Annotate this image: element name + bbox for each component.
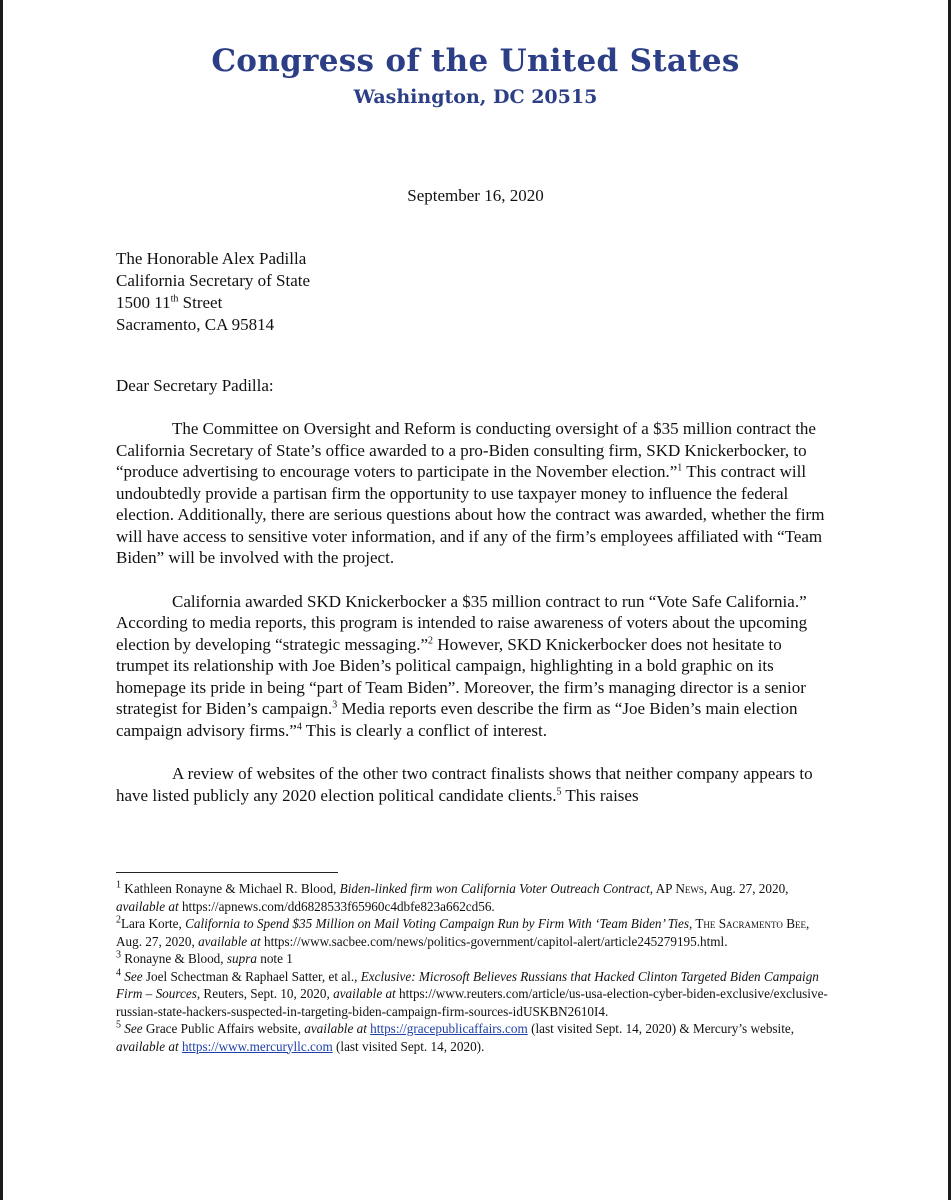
letterhead-title: Congress of the United States <box>211 43 740 79</box>
footnote-2: $^2$Lara Korte, California to Spend $35 Million on Mail Voting Campaign Run by Firm With ‘Team Biden’ Ties, The Sacramento Bee, Aug. 27, 2020, available at https://www.sacbee.com/news/politics-government/capitol-alert/article245279195.html. <box>116 914 810 949</box>
footnote-4: $^4$ See Joel Schectman & Raphael Satter, et al., Exclusive: Microsoft Believes Russians that Hacked Clinton Targeted Biden Campaign Firm – Sources, Reuters, Sept. 10, 2020, available at https://www.reuters.com/article/us-usa-election-cyber-biden-exclusive/exclusive-russian-state-hackers-suspected-in-targeting-biden-campaign-firm-sources-idUSKBN2610I4. <box>116 967 828 1019</box>
footnote-ref-3: 3 <box>332 699 338 711</box>
page-edge-left <box>0 0 3 1200</box>
mercury-llc-link[interactable]: https://www.mercuryllc.com <box>181 1038 333 1054</box>
letterhead <box>0 40 951 112</box>
footnote-5: $^5$ See Grace Public Affairs website, available at https://gracepublicaffairs.com (last visited Sept. 14, 2020) & Mercury’s website, available at https://www.mercuryllc.com (last visited Sept. 14, 2020). <box>116 1019 795 1054</box>
addressee-block <box>116 248 310 336</box>
footnote-divider <box>116 872 338 873</box>
paragraph-1: The Committee on Oversight and Reform is conducting oversight of a $35 million contract the California Secretary of State’s office awarded to a pro-Biden consulting firm, SKD Knickerbocker, to “produce advertising to encourage voters to participate in the November election.”$^1$ This contract will undoubtedly provide a partisan firm the opportunity to use taxpayer money to influence the federal election. Additionally, there are serious questions about how the contract was awarded, whether the firm will have access to sensitive voter information, and if any of the firm’s employees affiliated with “Team Biden” will be involved with the project. <box>116 419 825 567</box>
addressee-street: 1500 11th Street <box>116 293 223 312</box>
grace-public-affairs-link[interactable]: https://gracepublicaffairs.com <box>370 1021 528 1036</box>
footnote-1: $^1$ Kathleen Ronayne & Michael R. Blood, Biden-linked firm won California Voter Outreach Contract, AP News, Aug. 27, 2020, available at https://apnews.com/dd6828533f65960c4dbfe823a662cd56. <box>116 879 789 914</box>
addressee-title: California Secretary of State <box>116 271 311 290</box>
footnote-ref-2: 2 <box>428 634 434 646</box>
letter-date: September 16, 2020 <box>407 186 544 205</box>
footnote-ref-5: 5 <box>556 785 562 797</box>
letter-body <box>116 418 832 828</box>
footnote-3: $^3$ Ronayne & Blood, supra note 1 <box>116 949 293 966</box>
paragraph-2: California awarded SKD Knickerbocker a $35 million contract to run “Vote Safe California.” According to media reports, this program is intended to raise awareness of voters about the upcoming election by developing “strategic messaging.”$^2$ However, SKD Knickerbocker does not hesitate to trumpet its relationship with Joe Biden’s political campaign, highlighting in a bold graphic on its homepage its pride in being “part of Team Biden”. Moreover, the firm’s managing director is a senior strategist for Biden’s campaign.$^3$ Media reports even describe the firm as “Joe Biden’s main election campaign advisory firms.”$^4$ This is clearly a conflict of interest. <box>116 591 808 740</box>
salutation: Dear Secretary Padilla: <box>116 376 274 395</box>
addressee-name: The Honorable Alex Padilla <box>116 249 307 268</box>
paragraph-3: A review of websites of the other two contract finalists shows that neither company appears to have listed publicly any 2020 election political candidate clients.$^5$ This raises <box>116 764 813 805</box>
footnotes <box>116 880 836 1055</box>
letterhead-subtitle: Washington, DC 20515 <box>353 86 598 108</box>
footnote-ref-4: 4 <box>296 720 302 732</box>
footnote-ref-1: 1 <box>677 462 683 474</box>
addressee-city: Sacramento, CA 95814 <box>116 315 275 334</box>
